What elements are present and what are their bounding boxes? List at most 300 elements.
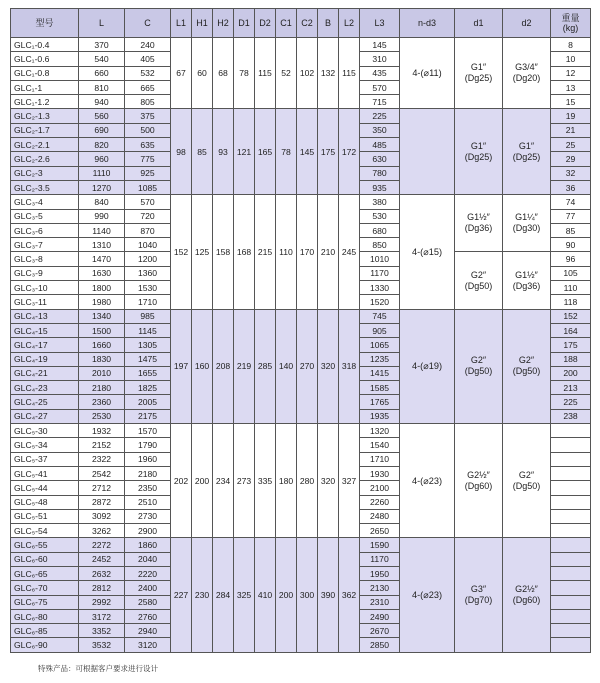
- c1-cell: 180: [276, 424, 297, 538]
- c-cell: 375: [125, 109, 171, 123]
- column-header: L2: [339, 9, 360, 38]
- model-cell: GLC₅-30: [11, 424, 79, 438]
- weight-cell: 188: [551, 352, 591, 366]
- weight-cell: 96: [551, 252, 591, 266]
- model-cell: GLC₁-1: [11, 80, 79, 94]
- l3-cell: 1950: [360, 566, 400, 580]
- c-cell: 2180: [125, 466, 171, 480]
- model-cell: GLC₅-54: [11, 524, 79, 538]
- d1-cell: G2″ (Dg50): [455, 252, 503, 309]
- l3-cell: 145: [360, 38, 400, 52]
- c1-cell: 110: [276, 195, 297, 309]
- l2-cell: 362: [339, 538, 360, 652]
- weight-cell: 238: [551, 409, 591, 423]
- l3-cell: 680: [360, 223, 400, 237]
- h1-cell: 160: [192, 309, 213, 423]
- weight-cell: 110: [551, 281, 591, 295]
- weight-cell: 213: [551, 381, 591, 395]
- column-header: C1: [276, 9, 297, 38]
- footnote: 特殊产品：可根据客户要求进行设计: [38, 664, 158, 673]
- l2-cell: 172: [339, 109, 360, 195]
- l-cell: 960: [79, 152, 125, 166]
- c-cell: 1475: [125, 352, 171, 366]
- d2-cell: 215: [255, 195, 276, 309]
- l-cell: 3092: [79, 509, 125, 523]
- model-cell: GLC₆-90: [11, 638, 79, 652]
- c-cell: 665: [125, 80, 171, 94]
- c-cell: 1790: [125, 438, 171, 452]
- c-cell: 1360: [125, 266, 171, 280]
- d2-cell: 335: [255, 424, 276, 538]
- weight-cell: 74: [551, 195, 591, 209]
- model-cell: GLC₄-23: [11, 381, 79, 395]
- nd3-cell: [400, 109, 455, 195]
- weight-cell: [551, 552, 591, 566]
- column-header: C: [125, 9, 171, 38]
- weight-cell: [551, 538, 591, 552]
- l-cell: 1932: [79, 424, 125, 438]
- l3-cell: 935: [360, 180, 400, 194]
- l-cell: 370: [79, 38, 125, 52]
- model-cell: GLC₃-11: [11, 295, 79, 309]
- l-cell: 1110: [79, 166, 125, 180]
- d1-cell: G2½″ (Dg60): [455, 424, 503, 538]
- model-cell: GLC₃-10: [11, 281, 79, 295]
- model-cell: GLC₄-27: [11, 409, 79, 423]
- l-cell: 3262: [79, 524, 125, 538]
- spec-table-container: [10, 8, 590, 673]
- nd3-cell: 4-(⌀11): [400, 38, 455, 109]
- l-cell: 1800: [79, 281, 125, 295]
- weight-cell: 164: [551, 323, 591, 337]
- d1-cell: 121: [234, 109, 255, 195]
- l3-cell: 1235: [360, 352, 400, 366]
- l-cell: 3352: [79, 624, 125, 638]
- model-cell: GLC₃-4: [11, 195, 79, 209]
- b-cell: 320: [318, 424, 339, 538]
- h2-cell: 158: [213, 195, 234, 309]
- c-cell: 870: [125, 223, 171, 237]
- weight-cell: 21: [551, 123, 591, 137]
- h1-cell: 60: [192, 38, 213, 109]
- l3-cell: 1935: [360, 409, 400, 423]
- l3-cell: 780: [360, 166, 400, 180]
- l3-cell: 380: [360, 195, 400, 209]
- weight-cell: [551, 638, 591, 652]
- l-cell: 1630: [79, 266, 125, 280]
- l3-cell: 905: [360, 323, 400, 337]
- l-cell: 2180: [79, 381, 125, 395]
- l1-cell: 67: [171, 38, 192, 109]
- c-cell: 405: [125, 52, 171, 66]
- l3-cell: 1710: [360, 452, 400, 466]
- weight-cell: 118: [551, 295, 591, 309]
- c-cell: 1655: [125, 366, 171, 380]
- l3-cell: 485: [360, 138, 400, 152]
- d1-cell: 325: [234, 538, 255, 652]
- model-cell: GLC₂-2.6: [11, 152, 79, 166]
- weight-cell: 25: [551, 138, 591, 152]
- l-cell: 3172: [79, 609, 125, 623]
- c-cell: 2580: [125, 595, 171, 609]
- l-cell: 1830: [79, 352, 125, 366]
- table-body: [11, 38, 591, 653]
- l-cell: 2812: [79, 581, 125, 595]
- l3-cell: 2670: [360, 624, 400, 638]
- spec-table: [10, 8, 591, 653]
- header-row: [11, 9, 591, 38]
- l-cell: 1470: [79, 252, 125, 266]
- model-cell: GLC₄-19: [11, 352, 79, 366]
- l1-cell: 152: [171, 195, 192, 309]
- d1-cell: G1″ (Dg25): [455, 38, 503, 109]
- l-cell: 560: [79, 109, 125, 123]
- model-cell: GLC₄-15: [11, 323, 79, 337]
- c2-cell: 300: [297, 538, 318, 652]
- h1-cell: 85: [192, 109, 213, 195]
- column-header: L1: [171, 9, 192, 38]
- model-cell: GLC₃-8: [11, 252, 79, 266]
- weight-cell: 13: [551, 80, 591, 94]
- c-cell: 570: [125, 195, 171, 209]
- model-cell: GLC₆-65: [11, 566, 79, 580]
- l-cell: 2632: [79, 566, 125, 580]
- d2-cell: G1½″ (Dg36): [503, 252, 551, 309]
- l1-cell: 197: [171, 309, 192, 423]
- l-cell: 2992: [79, 595, 125, 609]
- nd3-cell: 4-(⌀19): [400, 309, 455, 423]
- c-cell: 805: [125, 95, 171, 109]
- l-cell: 1140: [79, 223, 125, 237]
- c-cell: 1040: [125, 238, 171, 252]
- model-cell: GLC₁-1.2: [11, 95, 79, 109]
- l-cell: 1270: [79, 180, 125, 194]
- column-header: d1: [455, 9, 503, 38]
- nd3-cell: 4-(⌀23): [400, 538, 455, 652]
- c1-cell: 78: [276, 109, 297, 195]
- l1-cell: 202: [171, 424, 192, 538]
- l3-cell: 715: [360, 95, 400, 109]
- weight-cell: [551, 452, 591, 466]
- c-cell: 2760: [125, 609, 171, 623]
- l-cell: 2872: [79, 495, 125, 509]
- l-cell: 990: [79, 209, 125, 223]
- c-cell: 1960: [125, 452, 171, 466]
- c-cell: 775: [125, 152, 171, 166]
- model-cell: GLC₄-17: [11, 338, 79, 352]
- weight-cell: 85: [551, 223, 591, 237]
- h2-cell: 284: [213, 538, 234, 652]
- c-cell: 1145: [125, 323, 171, 337]
- l3-cell: 225: [360, 109, 400, 123]
- model-cell: GLC₆-60: [11, 552, 79, 566]
- l-cell: 940: [79, 95, 125, 109]
- c-cell: 635: [125, 138, 171, 152]
- l3-cell: 310: [360, 52, 400, 66]
- l3-cell: 2490: [360, 609, 400, 623]
- weight-cell: [551, 495, 591, 509]
- d2-cell: G1″ (Dg25): [503, 109, 551, 195]
- c1-cell: 52: [276, 38, 297, 109]
- model-cell: GLC₆-55: [11, 538, 79, 552]
- c-cell: 2175: [125, 409, 171, 423]
- weight-cell: 8: [551, 38, 591, 52]
- model-cell: GLC₅-37: [11, 452, 79, 466]
- l3-cell: 2260: [360, 495, 400, 509]
- table-row: [11, 109, 591, 123]
- l3-cell: 1320: [360, 424, 400, 438]
- nd3-cell: 4-(⌀15): [400, 195, 455, 309]
- l3-cell: 850: [360, 238, 400, 252]
- l-cell: 2542: [79, 466, 125, 480]
- h2-cell: 208: [213, 309, 234, 423]
- model-cell: GLC₂-2.1: [11, 138, 79, 152]
- weight-cell: [551, 509, 591, 523]
- l3-cell: 2480: [360, 509, 400, 523]
- model-cell: GLC₅-44: [11, 481, 79, 495]
- l3-cell: 570: [360, 80, 400, 94]
- l-cell: 1980: [79, 295, 125, 309]
- l3-cell: 350: [360, 123, 400, 137]
- column-header: L: [79, 9, 125, 38]
- column-header: d2: [503, 9, 551, 38]
- d1-cell: G1½″ (Dg36): [455, 195, 503, 252]
- b-cell: 390: [318, 538, 339, 652]
- column-header: 重量 (kg): [551, 9, 591, 38]
- model-cell: GLC₁-0.6: [11, 52, 79, 66]
- c1-cell: 140: [276, 309, 297, 423]
- c2-cell: 102: [297, 38, 318, 109]
- d2-cell: G2½″ (Dg60): [503, 538, 551, 652]
- model-cell: GLC₄-25: [11, 395, 79, 409]
- table-row: [11, 195, 591, 209]
- column-header: B: [318, 9, 339, 38]
- h1-cell: 230: [192, 538, 213, 652]
- column-header: 型号: [11, 9, 79, 38]
- weight-cell: [551, 524, 591, 538]
- model-cell: GLC₄-13: [11, 309, 79, 323]
- d1-cell: G1″ (Dg25): [455, 109, 503, 195]
- model-cell: GLC₁-0.8: [11, 66, 79, 80]
- l3-cell: 1585: [360, 381, 400, 395]
- c1-cell: 200: [276, 538, 297, 652]
- l-cell: 810: [79, 80, 125, 94]
- d2-cell: G2″ (Dg50): [503, 424, 551, 538]
- column-header: D1: [234, 9, 255, 38]
- model-cell: GLC₄-21: [11, 366, 79, 380]
- column-header: D2: [255, 9, 276, 38]
- column-header: n-d3: [400, 9, 455, 38]
- l-cell: 660: [79, 66, 125, 80]
- c-cell: 1570: [125, 424, 171, 438]
- c-cell: 2220: [125, 566, 171, 580]
- l-cell: 2152: [79, 438, 125, 452]
- l-cell: 2272: [79, 538, 125, 552]
- h2-cell: 93: [213, 109, 234, 195]
- c-cell: 500: [125, 123, 171, 137]
- c-cell: 2040: [125, 552, 171, 566]
- l-cell: 1660: [79, 338, 125, 352]
- d1-cell: 78: [234, 38, 255, 109]
- l3-cell: 2130: [360, 581, 400, 595]
- l-cell: 2452: [79, 552, 125, 566]
- c2-cell: 145: [297, 109, 318, 195]
- l2-cell: 318: [339, 309, 360, 423]
- l-cell: 1340: [79, 309, 125, 323]
- l2-cell: 327: [339, 424, 360, 538]
- c-cell: 2350: [125, 481, 171, 495]
- l1-cell: 98: [171, 109, 192, 195]
- model-cell: GLC₆-75: [11, 595, 79, 609]
- b-cell: 175: [318, 109, 339, 195]
- l-cell: 2322: [79, 452, 125, 466]
- d2-cell: G2″ (Dg50): [503, 309, 551, 423]
- model-cell: GLC₃-9: [11, 266, 79, 280]
- model-cell: GLC₅-51: [11, 509, 79, 523]
- weight-cell: [551, 424, 591, 438]
- weight-cell: 36: [551, 180, 591, 194]
- c-cell: 1530: [125, 281, 171, 295]
- c-cell: 1825: [125, 381, 171, 395]
- l3-cell: 530: [360, 209, 400, 223]
- model-cell: GLC₂-1.7: [11, 123, 79, 137]
- d2-cell: 115: [255, 38, 276, 109]
- d1-cell: 168: [234, 195, 255, 309]
- l-cell: 820: [79, 138, 125, 152]
- l1-cell: 227: [171, 538, 192, 652]
- column-header: L3: [360, 9, 400, 38]
- weight-cell: [551, 595, 591, 609]
- c-cell: 985: [125, 309, 171, 323]
- weight-cell: 10: [551, 52, 591, 66]
- d1-cell: 219: [234, 309, 255, 423]
- weight-cell: [551, 581, 591, 595]
- l3-cell: 2100: [360, 481, 400, 495]
- column-header: C2: [297, 9, 318, 38]
- l-cell: 2010: [79, 366, 125, 380]
- d2-cell: 165: [255, 109, 276, 195]
- c-cell: 720: [125, 209, 171, 223]
- c2-cell: 170: [297, 195, 318, 309]
- weight-cell: 19: [551, 109, 591, 123]
- model-cell: GLC₃-7: [11, 238, 79, 252]
- l3-cell: 1540: [360, 438, 400, 452]
- model-cell: GLC₂-1.3: [11, 109, 79, 123]
- d2-cell: 410: [255, 538, 276, 652]
- model-cell: GLC₃-5: [11, 209, 79, 223]
- l3-cell: 1170: [360, 266, 400, 280]
- c-cell: 2940: [125, 624, 171, 638]
- l3-cell: 1010: [360, 252, 400, 266]
- model-cell: GLC₆-85: [11, 624, 79, 638]
- c-cell: 2900: [125, 524, 171, 538]
- l3-cell: 1930: [360, 466, 400, 480]
- b-cell: 210: [318, 195, 339, 309]
- weight-cell: 105: [551, 266, 591, 280]
- nd3-cell: 4-(⌀23): [400, 424, 455, 538]
- h1-cell: 125: [192, 195, 213, 309]
- weight-cell: 90: [551, 238, 591, 252]
- model-cell: GLC₆-70: [11, 581, 79, 595]
- column-header: H1: [192, 9, 213, 38]
- l2-cell: 245: [339, 195, 360, 309]
- h2-cell: 234: [213, 424, 234, 538]
- weight-cell: 225: [551, 395, 591, 409]
- b-cell: 320: [318, 309, 339, 423]
- l-cell: 840: [79, 195, 125, 209]
- weight-cell: 29: [551, 152, 591, 166]
- weight-cell: 15: [551, 95, 591, 109]
- c-cell: 2005: [125, 395, 171, 409]
- l3-cell: 1590: [360, 538, 400, 552]
- b-cell: 132: [318, 38, 339, 109]
- l3-cell: 2850: [360, 638, 400, 652]
- c2-cell: 280: [297, 424, 318, 538]
- l3-cell: 2650: [360, 524, 400, 538]
- weight-cell: [551, 566, 591, 580]
- d1-cell: G3″ (Dg70): [455, 538, 503, 652]
- c-cell: 925: [125, 166, 171, 180]
- c2-cell: 270: [297, 309, 318, 423]
- column-header: H2: [213, 9, 234, 38]
- c-cell: 1200: [125, 252, 171, 266]
- d2-cell: 285: [255, 309, 276, 423]
- table-row: [11, 38, 591, 52]
- weight-cell: [551, 466, 591, 480]
- l3-cell: 1765: [360, 395, 400, 409]
- model-cell: GLC₅-41: [11, 466, 79, 480]
- l3-cell: 1330: [360, 281, 400, 295]
- l-cell: 2712: [79, 481, 125, 495]
- l3-cell: 1170: [360, 552, 400, 566]
- l-cell: 2530: [79, 409, 125, 423]
- d1-cell: G2″ (Dg50): [455, 309, 503, 423]
- l3-cell: 1065: [360, 338, 400, 352]
- weight-cell: [551, 438, 591, 452]
- l-cell: 2360: [79, 395, 125, 409]
- table-row: [11, 538, 591, 552]
- l3-cell: 435: [360, 66, 400, 80]
- table-row: [11, 309, 591, 323]
- table-row: [11, 424, 591, 438]
- table-header: [11, 9, 591, 38]
- model-cell: GLC₂-3.5: [11, 180, 79, 194]
- c-cell: 1085: [125, 180, 171, 194]
- l3-cell: 1415: [360, 366, 400, 380]
- l3-cell: 1520: [360, 295, 400, 309]
- l-cell: 690: [79, 123, 125, 137]
- l-cell: 1310: [79, 238, 125, 252]
- c-cell: 2510: [125, 495, 171, 509]
- c-cell: 1710: [125, 295, 171, 309]
- weight-cell: 152: [551, 309, 591, 323]
- d2-cell: G3/4″ (Dg20): [503, 38, 551, 109]
- c-cell: 532: [125, 66, 171, 80]
- d2-cell: G1¼″ (Dg30): [503, 195, 551, 252]
- weight-cell: [551, 481, 591, 495]
- model-cell: GLC₅-48: [11, 495, 79, 509]
- weight-cell: [551, 609, 591, 623]
- model-cell: GLC₃-6: [11, 223, 79, 237]
- l-cell: 540: [79, 52, 125, 66]
- weight-cell: 32: [551, 166, 591, 180]
- d1-cell: 273: [234, 424, 255, 538]
- c-cell: 3120: [125, 638, 171, 652]
- model-cell: GLC₁-0.4: [11, 38, 79, 52]
- weight-cell: 175: [551, 338, 591, 352]
- l-cell: 3532: [79, 638, 125, 652]
- c-cell: 1305: [125, 338, 171, 352]
